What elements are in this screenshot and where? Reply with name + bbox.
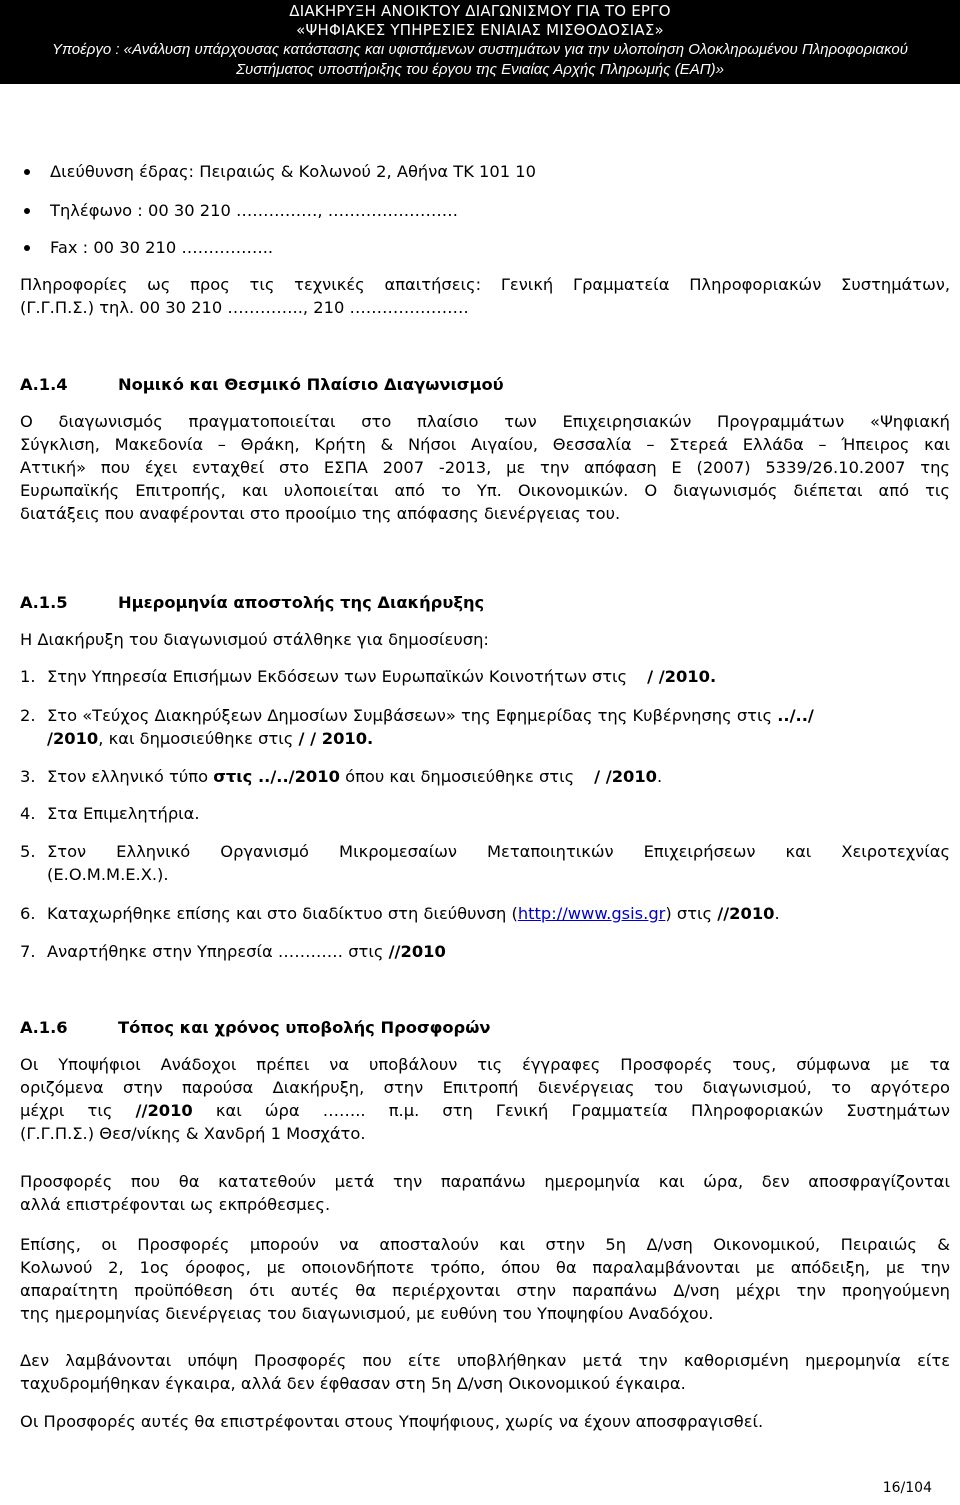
- header-subproject-line1: Υποέργο : «Ανάλυση υπάρχουσας κατάστασης και υφιστάμενων συστημάτων για την υλοποίηση Ολοκληρωμένου Πληροφοριακού: [51, 41, 909, 58]
- publication-intro: Η Διακήρυξη του διαγωνισμού στάλθηκε για δημοσίευση:: [20, 630, 489, 649]
- list-number: 3.: [20, 767, 36, 786]
- submission-paragraph-1: [20, 1053, 950, 1145]
- paragraph-line: αλλά επιστρέφονται ως εκπρόθεσμες.: [20, 1195, 331, 1214]
- list-text: Στον Ελληνικό Οργανισμό Μικρομεσαίων Μεταποιητικών Επιχειρήσεων και Χειροτεχνίας: [47, 842, 950, 861]
- paragraph-line: οριζόμενα στην παρούσα Διακήρυξη, στην Επιτροπή διενέργειας του διαγωνισμού, το αργότερο: [20, 1078, 950, 1097]
- section-number: Α.1.6: [20, 1018, 68, 1037]
- header-title-line2: «ΨΗΦΙΑΚΕΣ ΥΠΗΡΕΣΙΕΣ ΕΝΙΑΙΑΣ ΜΙΣΘΟΔΟΣΙΑΣ»: [296, 21, 664, 39]
- list-text: .: [774, 904, 780, 923]
- page-number: 16/104: [882, 1480, 932, 1496]
- list-text: (Ε.Ο.Μ.Μ.Ε.Χ.).: [47, 865, 169, 884]
- list-text: ) στις: [665, 904, 713, 923]
- info-line: (Γ.Γ.Π.Σ.) τηλ. 00 30 210 ………….., 210 ………………….: [20, 298, 469, 317]
- paragraph-line: Κολωνού 2, 1ος όροφος, με οποιονδήποτε τρόπο, όπου θα παραλαμβάνονται με απόδειξη, με την: [20, 1258, 950, 1277]
- info-line: Πληροφορίες ως προς τις τεχνικές απαιτήσεις: Γενική Γραμματεία Πληροφοριακών Συστημάτων,: [20, 275, 950, 294]
- list-number: 1.: [20, 667, 36, 686]
- legal-framework-paragraph: [20, 410, 950, 525]
- paragraph-line: Ο διαγωνισμός πραγματοποιείται στο πλαίσιο των Επιχειρησιακών Προγραμμάτων «Ψηφιακή: [20, 412, 950, 431]
- paragraph-line: Σύγκλιση, Μακεδονία – Θράκη, Κρήτη & Νήσοι Αιγαίου, Θεσσαλία – Στερεά Ελλάδα – Ήπειρος και: [20, 435, 950, 454]
- list-number: 5.: [20, 842, 36, 861]
- list-number: 7.: [20, 942, 36, 961]
- bullet-icon: [24, 245, 30, 251]
- submission-paragraph-3: [20, 1233, 950, 1325]
- bullet-text: Διεύθυνση έδρας: Πειραιώς & Κολωνού 2, Αθήνα ΤΚ 101 10: [50, 162, 537, 181]
- section-number: Α.1.4: [20, 375, 68, 394]
- publication-date: ../../: [777, 706, 814, 725]
- paragraph-line: της ημερομηνίας διενέργειας του διαγωνισμού, με ευθύνη του Υποψηφίου Αναδόχου.: [20, 1304, 714, 1323]
- paragraph-line: Προσφορές που θα κατατεθούν μετά την παραπάνω ημερομηνία και ώρα, δεν αποσφραγίζονται: [20, 1172, 950, 1191]
- list-text: Στον ελληνικό τύπο: [47, 767, 209, 786]
- paragraph-text: μέχρι τις: [20, 1101, 113, 1120]
- paragraph-line: Αττική» που έχει ενταχθεί στο ΕΣΠΑ 2007 -2013, με την απόφαση Ε (2007) 5339/26.10.2007 της: [20, 458, 950, 477]
- section-number: Α.1.5: [20, 593, 68, 612]
- paragraph-line: Ευρωπαϊκής Επιτροπής, και υλοποιείται από το Υπ. Οικονομικών. Ο διαγωνισμός διέπεται από τις: [20, 481, 950, 500]
- paragraph-line: Οι Υποψήφιοι Ανάδοχοι πρέπει να υποβάλουν τις έγγραφες Προσφορές τους, σύμφωνα με τα: [20, 1055, 950, 1074]
- paragraph-line: διατάξεις που αναφέρονται στο προοίμιο της απόφασης διενέργειας του.: [20, 504, 621, 523]
- paragraph-text: και ώρα …….. π.μ. στη Γενική Γραμματεία Πληροφοριακών Συστημάτων: [215, 1101, 950, 1120]
- document-header: [0, 0, 960, 84]
- gsis-website-link[interactable]: http://www.gsis.gr: [517, 904, 666, 923]
- list-text: , και δημοσιεύθηκε στις: [98, 729, 294, 748]
- paragraph-line: ταχυδρομήθηκαν έγκαιρα, αλλά δεν έφθασαν στη 5η Δ/νση Οικονομικού έγκαιρα.: [20, 1374, 686, 1393]
- paragraph-line: Οι Προσφορές αυτές θα επιστρέφονται στους Υποψήφιους, χωρίς να έχουν αποσφραγισθεί.: [20, 1412, 764, 1431]
- list-text: όπου και δημοσιεύθηκε στις: [345, 767, 575, 786]
- bullet-icon: [24, 208, 30, 214]
- header-subproject-line2: Συστήματος υποστήριξης του έργου της Ενιαίας Αρχής Πληρωμής (ΕΑΠ)»: [236, 61, 724, 78]
- section-title: Ημερομηνία αποστολής της Διακήρυξης: [118, 593, 485, 612]
- paragraph-line: [20, 1099, 950, 1122]
- publication-date: //2010: [717, 904, 775, 923]
- publication-date: / /2010: [594, 767, 658, 786]
- paragraph-line: Επίσης, οι Προσφορές μπορούν να αποσταλούν και στην 5η Δ/νση Οικονομικού, Πειραιώς &: [20, 1235, 950, 1254]
- publication-date: //2010: [388, 942, 446, 961]
- list-text: .: [657, 767, 663, 786]
- paragraph-line: (Γ.Γ.Π.Σ.) Θεσ/νίκης & Χανδρή 1 Μοσχάτο.: [20, 1124, 366, 1143]
- publication-date: / / 2010.: [298, 729, 374, 748]
- publication-date: / /2010.: [647, 667, 717, 686]
- bullet-icon: [24, 169, 30, 175]
- list-text: Καταχωρήθηκε επίσης και στο διαδίκτυο στη διεύθυνση (: [47, 904, 518, 923]
- section-title: Νομικό και Θεσμικό Πλαίσιο Διαγωνισμού: [118, 375, 504, 394]
- info-paragraph: [20, 273, 950, 319]
- list-text: Αναρτήθηκε στην Υπηρεσία ………… στις: [47, 942, 384, 961]
- list-text: Στα Επιμελητήρια.: [47, 804, 200, 823]
- bullet-text: Τηλέφωνο : 00 30 210 ……………, ……………………: [50, 201, 459, 220]
- publication-date: /2010: [47, 729, 99, 748]
- submission-paragraph-2: [20, 1170, 950, 1216]
- bullet-text: Fax : 00 30 210 ……………..: [50, 238, 274, 257]
- submission-paragraph-4: [20, 1349, 950, 1395]
- submission-paragraph-5: [20, 1410, 950, 1433]
- deadline-date: //2010: [135, 1101, 193, 1120]
- paragraph-line: απαραίτητη προϋπόθεση ότι αυτές θα περιέρχονται στην παραπάνω Δ/νση μέχρι την προηγούμενη: [20, 1281, 950, 1300]
- header-title-line1: ΔΙΑΚΗΡΥΞΗ ΑΝΟΙΚΤΟΥ ΔΙΑΓΩΝΙΣΜΟΥ ΓΙΑ ΤΟ ΕΡΓΟ: [289, 2, 671, 20]
- list-number: 6.: [20, 904, 36, 923]
- paragraph-line: Δεν λαμβάνονται υπόψη Προσφορές που είτε υποβλήθηκαν μετά την καθορισμένη ημερομηνία είτε: [20, 1351, 950, 1370]
- section-title: Τόπος και χρόνος υποβολής Προσφορών: [118, 1018, 491, 1037]
- list-text: Στο «Τεύχος Διακηρύξεων Δημοσίων Συμβάσεων» της Εφημερίδας της Κυβέρνησης στις: [47, 706, 773, 725]
- list-text: Στην Υπηρεσία Επισήμων Εκδόσεων των Ευρωπαϊκών Κοινοτήτων στις: [47, 667, 628, 686]
- list-number: 4.: [20, 804, 36, 823]
- publication-date: στις ../../2010: [213, 767, 340, 786]
- list-number: 2.: [20, 706, 36, 725]
